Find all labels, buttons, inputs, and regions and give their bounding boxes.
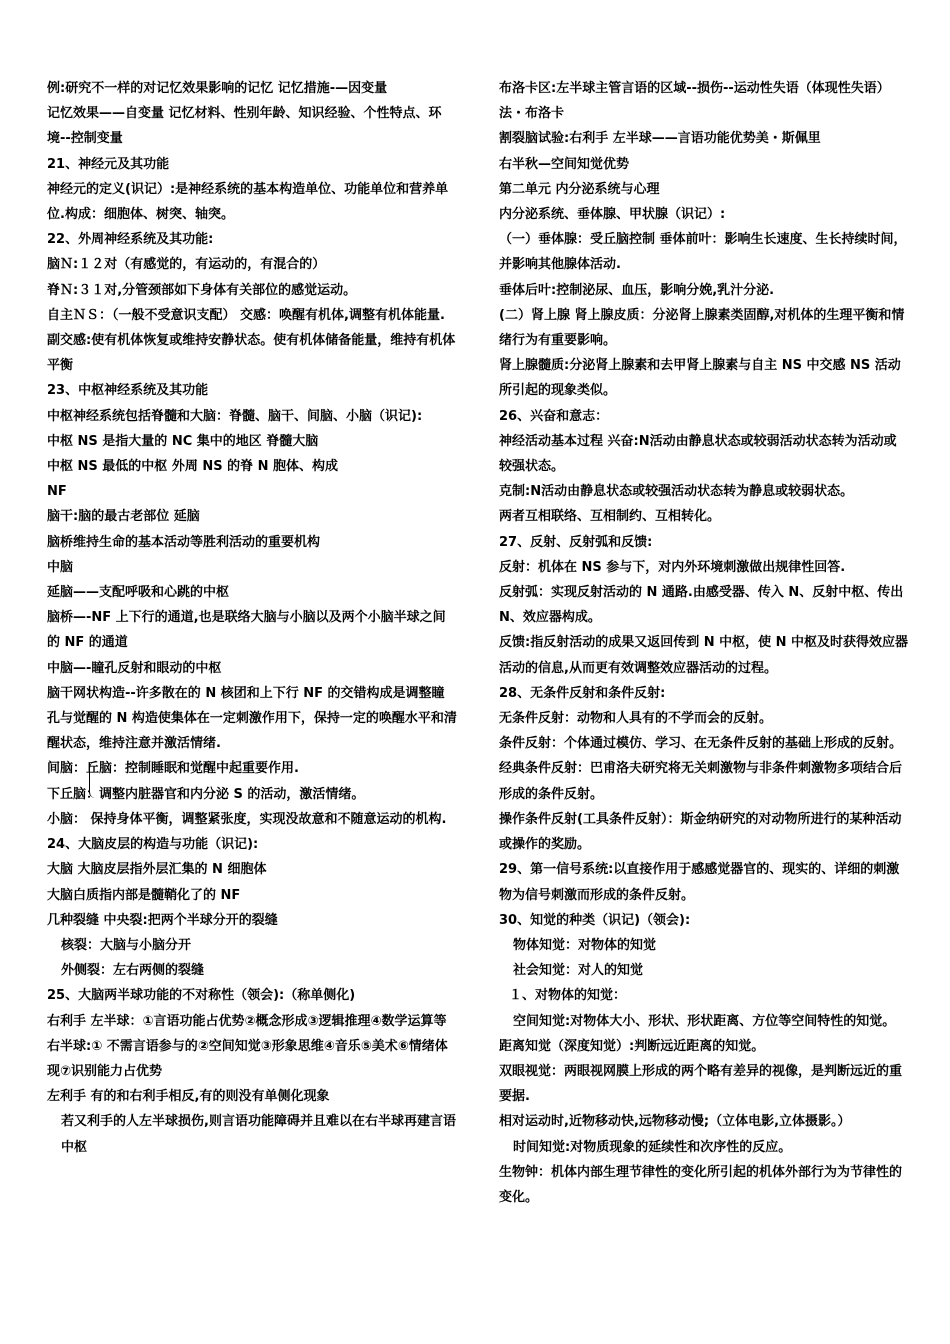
text-line: 双眼视觉：两眼视网膜上形成的两个略有差异的视像，是判断远近的重要据. (499, 1063, 903, 1105)
text-line: 反馈:指反射活动的成果又返回传到 N 中枢，使 N 中枢及时获得效应器活动的信息,从而更有效调整效应器活动的过程。 (499, 635, 909, 676)
text-line: （一）垂体腺：受丘脑控制 垂体前叶：影响生长速度、生长持续时间，并影响其他腺体活动. (499, 232, 907, 273)
left-column (47, 76, 457, 1160)
text-line: 大脑 大脑皮层指外层汇集的 N 细胞体 (47, 862, 267, 878)
text-line: 右半球:① 不需言语参与的②空间知觉③形象思维④音乐⑤美术⑥情绪体现⑦识别能力占优势 (47, 1038, 448, 1079)
text-line: 例:研究不一样的对记忆效果影响的记忆 记忆措施-—因变量 (47, 81, 388, 96)
text-line: 中脑 (47, 559, 74, 575)
text-line: 神经元的定义(识记）:是神经系统的基本构造单位、功能单位和营养单位.构成：细胞体、树突、轴突。 (47, 181, 449, 223)
section-heading: 29、第一信号系统:以直接作用于感感觉器官的、现实的、详细的刺激物为信号刺激而形成的条件反射。 (499, 862, 900, 903)
section-heading: 24、大脑皮层的构造与功能（识记): (47, 837, 259, 853)
text-line: 布洛卡区:左半球主管言语的区域--损伤--运动性失语（体现性失语） 法・布洛卡 (499, 81, 890, 122)
text-line: 右半秋—空间知觉优势 (499, 156, 630, 172)
text-line: 脑桥—-NF 上下行的通道,也是联络大脑与小脑以及两个小脑半球之间的 NF 的通道 (47, 610, 446, 651)
section-heading: 26、兴奋和意志： (499, 408, 609, 424)
section-heading: 25、大脑两半球功能的不对称性（领会):（称单侧化) (47, 988, 356, 1004)
text-line: 距离知觉（深度知觉）:判断远近距离的知觉。 (499, 1038, 765, 1054)
text-line: 神经活动基本过程 兴奋:N活动由静息状态或较弱活动状态转为活动或较强状态。 (499, 433, 897, 475)
text-line: 生物钟：机体内部生理节律性的变化所引起的机体外部行为为节律性的变化。 (499, 1164, 903, 1205)
text-line: 反射：机体在 NS 参与下，对内外环境刺激做出规律性回答. (499, 559, 846, 575)
text-line: 副交感:使有机体恢复或维持安静状态。使有机体储备能量，维持有机体平衡 (47, 333, 456, 374)
text-line: 脊Ｎ:３１对,分管颈部如下身体有关部位的感觉运动。 (47, 282, 357, 298)
text-line: (二）肾上腺 肾上腺皮质：分泌肾上腺素类固醇,对机体的生理平衡和情绪行为有重要影响。 (499, 307, 905, 349)
text-line: 延脑——支配呼吸和心跳的中枢 (47, 585, 230, 601)
text-line: 间脑：丘脑：控制睡眠和觉醒中起重要作用. (47, 761, 299, 777)
text-line: 脑桥维持生命的基本活动等胜利活动的重要机构 (47, 534, 321, 550)
text-line: 几种裂缝 中央裂:把两个半球分开的裂缝 (47, 912, 278, 928)
text-line: 相对运动时,近物移动快,远物移动慢;（立体电影,立体摄影。） (499, 1114, 851, 1130)
text-line: 脑干网状构造--许多散在的 N 核团和上下行 NF 的交错构成是调整瞳孔与觉醒的 N 构造使集体在一定刺激作用下，保持一定的唤醒水平和清醒状态，维持注意并激活情绪. (47, 685, 457, 752)
text-line: 下丘脑：调整内脏器官和内分泌 S 的活动，激活情绪。 (47, 786, 365, 802)
text-line: 条件反射：个体通过模仿、学习、在无条件反射的基础上形成的反射。 (499, 736, 903, 752)
text-line: 左利手 有的和右利手相反,有的则没有单侧化现象 (47, 1089, 330, 1105)
text-line: 若又利手的人左半球损伤,则言语功能障碍并且难以在右半球再建言语中枢 (61, 1114, 456, 1155)
text-line: 无条件反射：动物和人具有的不学而会的反射。 (499, 711, 773, 727)
text-line: 中脑—-瞳孔反射和眼动的中枢 (47, 660, 222, 676)
text-line: 中枢 NS 是指大量的 NC 集中的地区 脊髓大脑 (47, 433, 319, 449)
text-line: 操作条件反射(工具条件反射）：斯金纳研究的对动物所进行的某种活动或操作的奖励。 (499, 811, 902, 853)
section-heading: 23、中枢神经系统及其功能 (47, 383, 209, 399)
section-heading: 22、外周神经系统及其功能: (47, 232, 214, 248)
text-line: 割裂脑试验:右利手 左半球——言语功能优势美・斯佩里 (499, 131, 821, 147)
text-line: 反射弧：实现反射活动的 N 通路.由感受器、传入 N、反射中枢、传出 N、效应器构成。 (499, 585, 904, 626)
text-line: 自主ＮＳ：（一般不受意识支配） 交感：唤醒有机体,调整有机体能量. (47, 307, 445, 323)
text-line: 经典条件反射：巴甫洛夫研究将无关刺激物与非条件刺激物多项结合后形成的条件反射。 (499, 761, 903, 802)
text-line: 肾上腺髓质:分泌肾上腺素和去甲肾上腺素与自主 NS 中交感 NS 活动所引起的现象类似。 (499, 358, 901, 399)
right-column (499, 76, 909, 1210)
text-line: NF (47, 484, 67, 500)
text-line: 克制:N活动由静息状态或较强活动状态转为静息或较弱状态。 (499, 484, 854, 500)
brace-icon (89, 762, 98, 798)
section-heading: 21、神经元及其功能 (47, 156, 170, 172)
text-line: 垂体后叶:控制泌尿、血压，影响分娩,乳汁分泌. (499, 282, 775, 298)
section-heading: 第二单元 内分泌系统与心理 (499, 181, 660, 197)
text-line: 两者互相联络、互相制约、互相转化。 (499, 509, 721, 525)
text-line: 脑干:脑的最古老部位 延脑 (47, 509, 200, 525)
text-line: 大脑白质指内部是髓鞘化了的 NF (47, 887, 241, 903)
brace-group (47, 756, 457, 806)
section-heading: 30、知觉的种类（识记)（领会): (499, 912, 691, 928)
text-line: 记忆效果——自变量 记忆材料、性别年龄、知识经验、个性特点、环境--控制变量 (47, 106, 442, 147)
text-line: 空间知觉:对物体大小、形状、形状距离、方位等空间特性的知觉。 (513, 1013, 896, 1029)
section-heading: 28、无条件反射和条件反射: (499, 685, 666, 701)
section-heading: 27、反射、反射弧和反馈: (499, 534, 653, 550)
text-line: 内分泌系统、垂体腺、甲状腺（识记）: (499, 207, 726, 223)
text-line: １、对物体的知觉： (509, 988, 627, 1004)
text-line: 中枢神经系统包括脊髓和大脑：脊髓、脑干、间脑、小脑（识记): (47, 408, 423, 424)
text-line: 时间知觉:对物质现象的延续性和次序性的反应。 (513, 1139, 792, 1155)
text-line: 核裂：大脑与小脑分开 (61, 937, 192, 953)
text-line: 社会知觉：对人的知觉 (513, 963, 644, 979)
text-line: 脑Ｎ:１２对（有感觉的，有运动的，有混合的） (47, 257, 326, 273)
text-line: 小脑： 保持身体平衡，调整紧张度，实现没故意和不随意运动的机构. (47, 811, 447, 827)
text-line: 外侧裂：左右两侧的裂缝 (61, 963, 205, 979)
text-line: 右利手 左半球：①言语功能占优势②概念形成③逻辑推理④数学运算等 (47, 1013, 447, 1029)
text-line: 中枢 NS 最低的中枢 外周 NS 的脊 N 胞体、构成 (47, 459, 339, 475)
text-line: 物体知觉：对物体的知觉 (513, 937, 657, 953)
